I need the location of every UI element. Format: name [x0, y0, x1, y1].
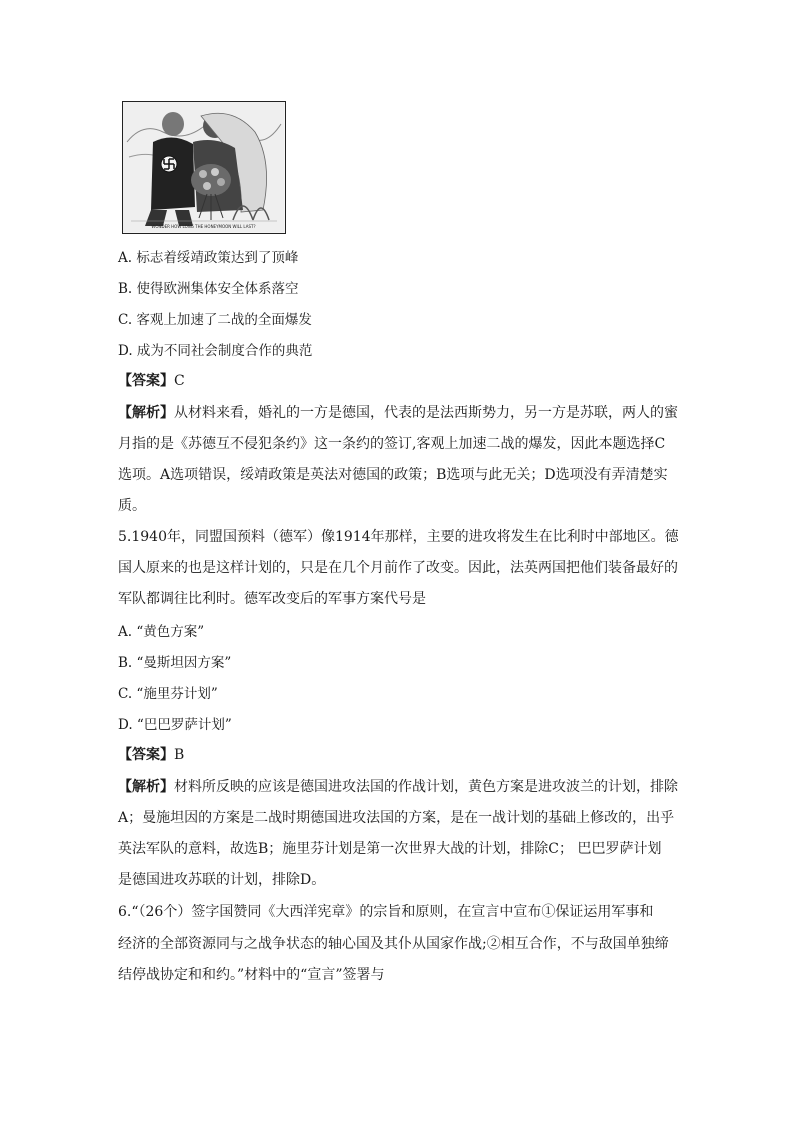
cartoon-drawing [123, 102, 284, 232]
q5-stem-line-3: 军队都调往比利时。德军改变后的军事方案代号是 [118, 591, 426, 607]
analysis-tag: 【解析】 [118, 779, 174, 795]
q5-option-c: C. “施里芬计划” [118, 686, 218, 702]
answer-value: B [174, 747, 185, 763]
q4-analysis-line-1 [118, 403, 678, 423]
cartoon-caption: WONDER HOW LONG THE HONEYMOON WILL LAST? [151, 224, 256, 229]
q5-option-a: A. “黄色方案” [118, 624, 205, 640]
q4-option-d: D. 成为不同社会制度合作的典范 [118, 343, 313, 359]
answer-tag: 【答案】 [118, 747, 174, 763]
q4-analysis-line-4: 质。 [118, 498, 146, 514]
analysis-text: 材料所反映的应该是德国进攻法国的作战计划，黄色方案是进攻波兰的计划，排除 [174, 779, 678, 795]
answer-value: C [174, 373, 185, 389]
q5-analysis-line-4: 是德国进攻苏联的计划，排除D。 [118, 872, 326, 888]
q4-option-c: C. 客观上加速了二战的全面爆发 [118, 312, 312, 328]
q5-answer [118, 745, 184, 765]
q4-analysis-line-2: 月指的是《苏德互不侵犯条约》这一条约的签订,客观上加速二战的爆发，因此本题选择C [118, 436, 666, 452]
q5-analysis-line-3: 英法军队的意料，故选B；施里芬计划是第一次世界大战的计划，排除C； 巴巴罗萨计划 [118, 841, 662, 857]
q5-option-b: B. “曼斯坦因方案” [118, 655, 232, 671]
q6-stem-line-1: 6.“（26个）签字国赞同《大西洋宪章》的宗旨和原则，在宣言中宣布①保证运用军事和 [118, 904, 654, 920]
q5-stem-line-1: 5.1940年，同盟国预料（德军）像1914年那样，主要的进攻将发生在比利时中部地区。德 [118, 529, 679, 545]
q4-option-a: A. 标志着绥靖政策达到了顶峰 [118, 250, 299, 266]
q4-option-b: B. 使得欧洲集体安全体系落空 [118, 281, 299, 297]
q6-stem-line-2: 经济的全部资源同与之战争状态的轴心国及其仆从国家作战;②相互合作，不与敌国单独缔 [118, 936, 669, 952]
q5-stem-line-2: 国人原来的也是这样计划的，只是在几个月前作了改变。因此，法英两国把他们装备最好的 [118, 560, 678, 576]
q5-option-d: D. “巴巴罗萨计划” [118, 717, 232, 733]
analysis-tag: 【解析】 [118, 405, 174, 421]
analysis-text: 从材料来看，婚礼的一方是德国，代表的是法西斯势力，另一方是苏联，两人的蜜 [174, 405, 678, 421]
q5-analysis-line-1 [118, 777, 678, 797]
answer-tag: 【答案】 [118, 373, 174, 389]
cartoon-image [122, 101, 286, 234]
q4-answer [118, 371, 185, 391]
q6-stem-line-3: 结停战协定和和约。”材料中的“宣言”签署与 [118, 967, 385, 983]
q5-analysis-line-2: A；曼施坦因的方案是二战时期德国进攻法国的方案，是在一战计划的基础上修改的，出乎 [118, 810, 675, 826]
q4-analysis-line-3: 选项。A选项错误，绥靖政策是英法对德国的政策；B选项与此无关；D选项没有弄清楚实 [118, 467, 668, 483]
